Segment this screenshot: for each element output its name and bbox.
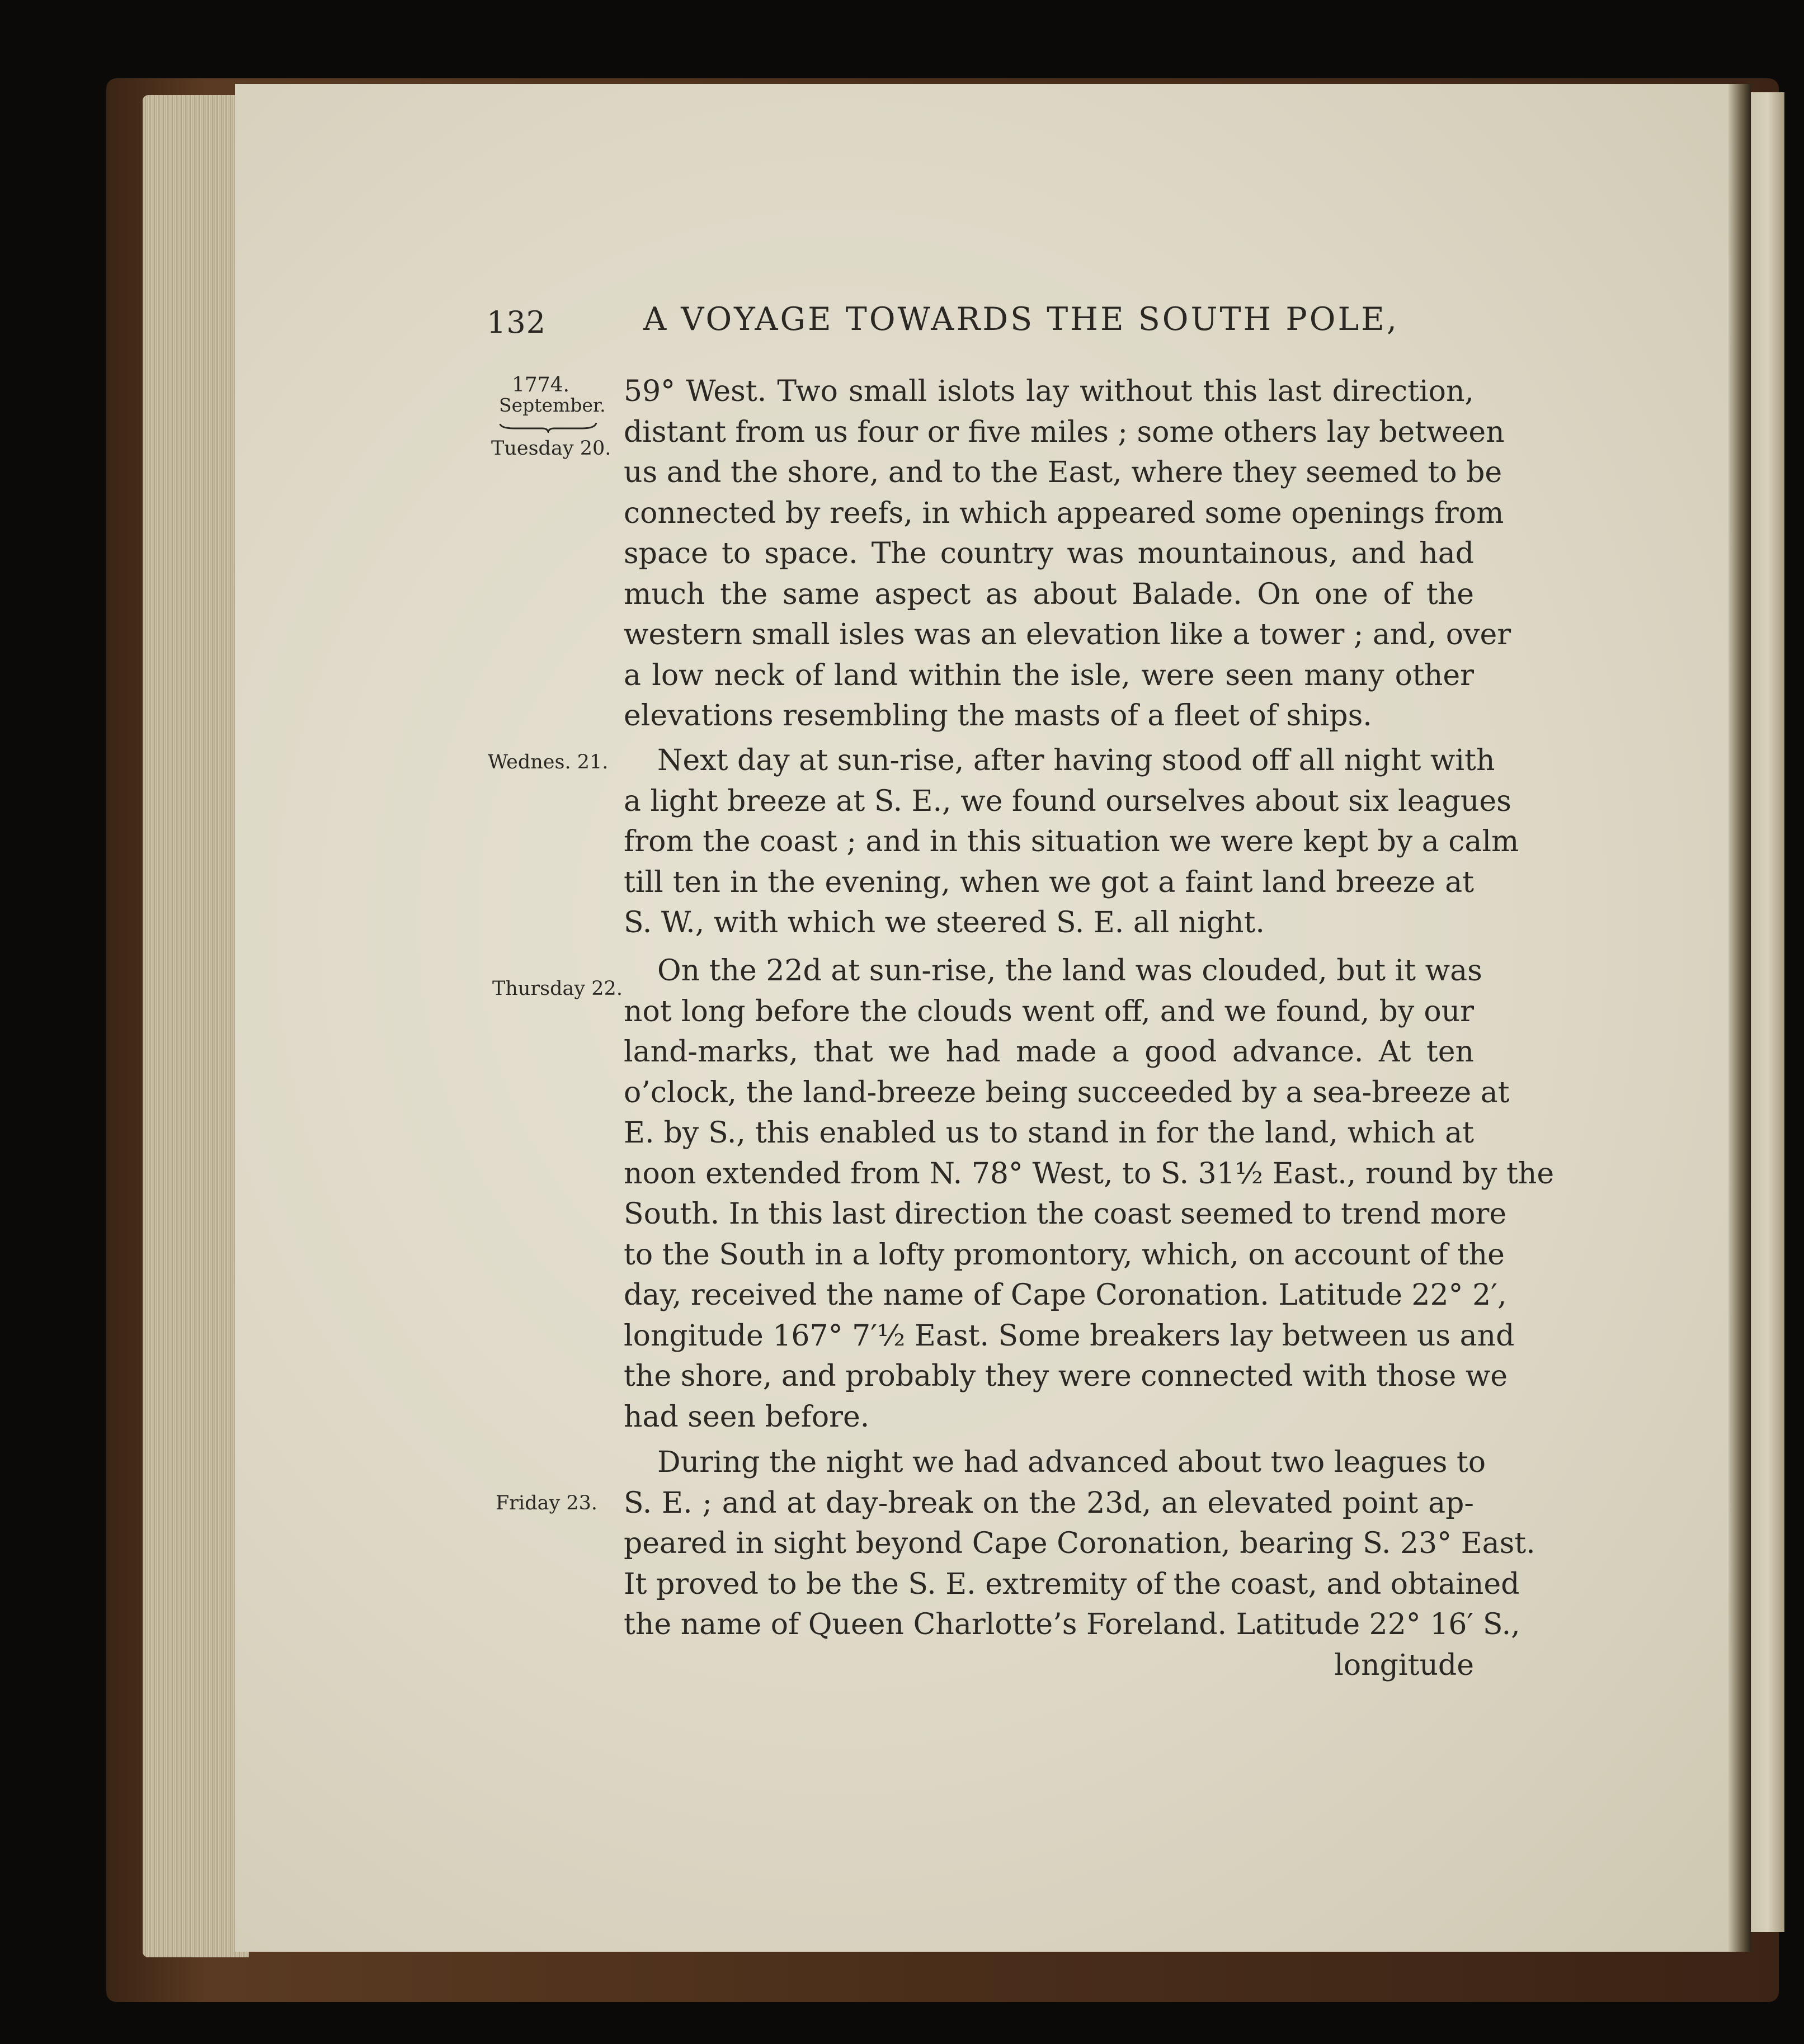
text-line: During the night we had advanced about two leagues to [657, 1446, 1486, 1479]
margin-year: 1774. [512, 374, 570, 396]
text-line: E. by S., this enabled us to stand in for the land, which at [624, 1116, 1474, 1150]
text-line: land-marks, that we had made a good advance. At ten [624, 1035, 1474, 1069]
text-line: till ten in the evening, when we got a faint land breeze at [624, 865, 1474, 899]
text-line: It proved to be the S. E. extremity of the coast, and obtained [624, 1567, 1520, 1601]
margin-date-thursday: Thursday 22. [492, 978, 623, 1000]
page-edges [143, 95, 249, 1957]
text-line: peared in sight beyond Cape Coronation, bearing S. 23° East. [624, 1527, 1535, 1560]
facing-page-edge [1751, 92, 1784, 1932]
text-line: from the coast ; and in this situation we were kept by a calm [624, 825, 1519, 858]
text-line: much the same aspect as about Balade. On one of the [624, 577, 1474, 611]
text-line: On the 22d at sun-rise, the land was clouded, but it was [657, 954, 1482, 988]
catchword: longitude [1334, 1648, 1474, 1682]
text-line: longitude 167° 7′½ East. Some breakers lay between us and [624, 1319, 1515, 1353]
text-line: the name of Queen Charlotte’s Foreland. Latitude 22° 16′ S., [624, 1608, 1520, 1641]
text-line: 59° West. Two small islots lay without this last direction, [624, 375, 1474, 408]
text-line: to the South in a lofty promontory, which, on account of the [624, 1238, 1505, 1272]
book-gutter [1728, 84, 1751, 1952]
text-line: the shore, and probably they were connected with those we [624, 1359, 1508, 1393]
text-line: us and the shore, and to the East, where they seemed to be [624, 456, 1502, 489]
text-line: western small isles was an elevation like a tower ; and, over [624, 618, 1511, 652]
text-line: not long before the clouds went off, and we found, by our [624, 994, 1474, 1028]
text-line: S. W., with which we steered S. E. all night. [624, 906, 1265, 940]
text-line: day, received the name of Cape Coronation. Latitude 22° 2′, [624, 1278, 1507, 1312]
page-number: 132 [487, 305, 547, 340]
paragraph-3 [624, 951, 1555, 1437]
text-line: S. E. ; and at day-break on the 23d, an elevated point ap- [624, 1486, 1474, 1520]
text-line: Next day at sun-rise, after having stood off all night with [657, 744, 1495, 777]
running-head: A VOYAGE TOWARDS THE SOUTH POLE, [643, 301, 1400, 338]
text-line: noon extended from N. 78° West, to S. 31½ East., round by the [624, 1156, 1555, 1191]
margin-date-wednesday: Wednes. 21. [488, 751, 609, 773]
paragraph-1 [624, 371, 1511, 737]
margin-month: September. [499, 394, 606, 416]
text-line: connected by reefs, in which appeared some openings from [624, 496, 1504, 530]
text-line: distant from us four or five miles ; some others lay between [624, 415, 1505, 449]
text-line: o’clock, the land-breeze being succeeded by a sea-breeze at [624, 1075, 1510, 1110]
margin-date-tuesday: Tuesday 20. [491, 437, 611, 460]
text-line: a low neck of land within the isle, were seen many other [624, 658, 1474, 692]
paragraph-4 [624, 1442, 1535, 1686]
text-line: space to space. The country was mountainous, and had [624, 537, 1474, 570]
text-line: elevations resembling the masts of a fleet of ships. [624, 699, 1372, 733]
paragraph-2 [624, 740, 1519, 943]
brace-icon [498, 421, 599, 433]
text-line: a light breeze at S. E., we found ourselves about six leagues [624, 784, 1511, 818]
text-line: South. In this last direction the coast seemed to trend more [624, 1197, 1507, 1231]
text-line: had seen before. [624, 1400, 870, 1434]
margin-date-friday: Friday 23. [496, 1492, 598, 1514]
